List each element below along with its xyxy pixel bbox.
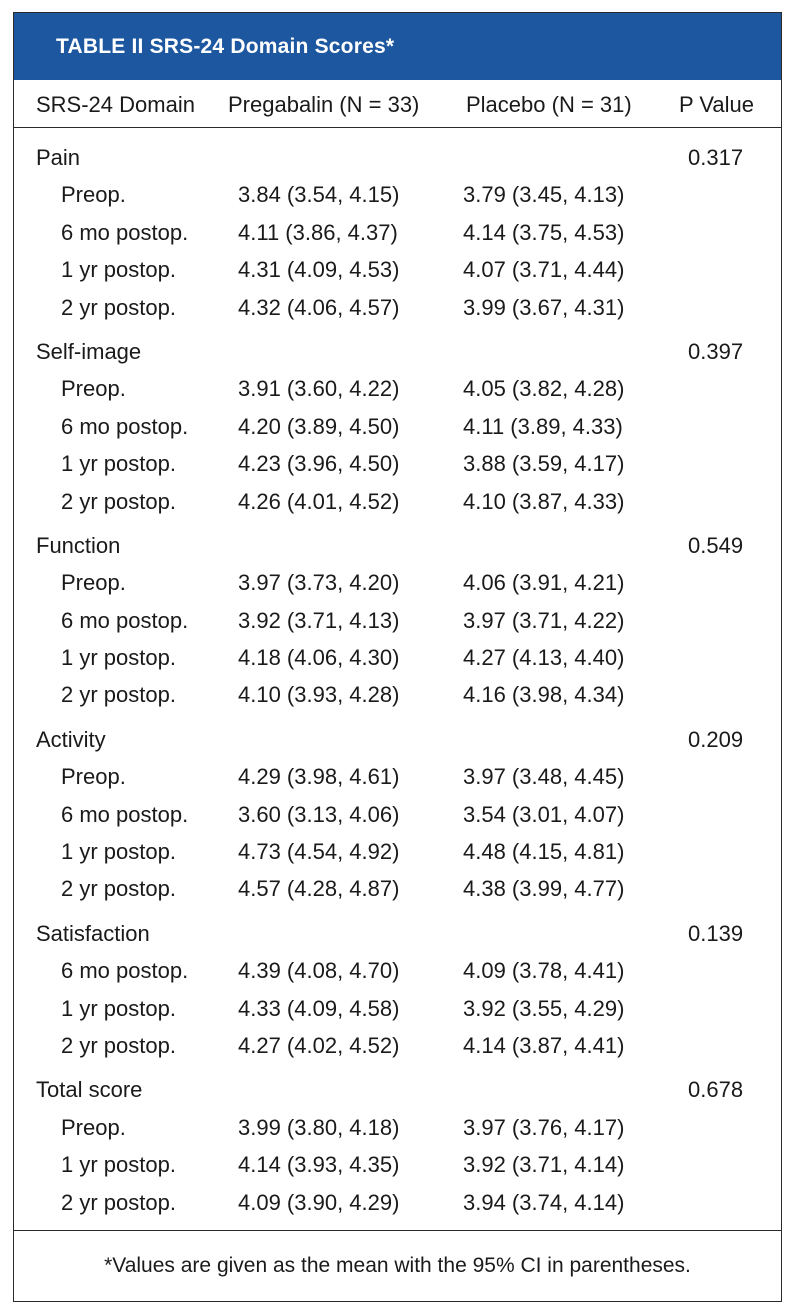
pregabalin-value: 4.09 (3.90, 4.29) — [238, 1189, 400, 1215]
placebo-value: 3.97 (3.76, 4.17) — [463, 1114, 625, 1140]
domain-label: Pain — [36, 145, 81, 170]
pregabalin-value: 4.14 (3.93, 4.35) — [238, 1152, 400, 1178]
domain-row — [14, 722, 781, 759]
domain-label: Total score — [36, 1077, 143, 1103]
table-row — [14, 834, 781, 871]
data-table — [13, 12, 782, 1302]
domain-label: Satisfaction — [36, 920, 150, 946]
placebo-value: 4.14 (3.75, 4.53) — [463, 219, 625, 245]
table-row — [14, 1110, 781, 1147]
time-label: Preop. — [61, 764, 126, 790]
table-row — [14, 953, 781, 990]
domain-row — [14, 916, 781, 953]
placebo-value: 3.92 (3.71, 4.14) — [463, 1152, 625, 1178]
p-value: 0.139 — [688, 920, 744, 946]
time-label: Preop. — [61, 182, 126, 208]
table-row — [14, 565, 781, 602]
time-label: Preop. — [61, 570, 126, 596]
placebo-value: 4.14 (3.87, 4.41) — [463, 1032, 625, 1058]
table-footnote: *Values are given as the mean with the 95% CI in parentheses. — [14, 1230, 781, 1301]
table-row — [14, 1185, 781, 1222]
time-label: 6 mo postop. — [61, 413, 189, 439]
pregabalin-value: 4.26 (4.01, 4.52) — [238, 488, 400, 514]
header-domain: SRS-24 Domain — [36, 92, 195, 117]
placebo-value: 3.92 (3.55, 4.29) — [463, 995, 625, 1021]
header-pregabalin: Pregabalin (N = 33) — [228, 92, 420, 117]
table-row — [14, 640, 781, 677]
table-row — [14, 603, 781, 640]
placebo-value: 4.48 (4.15, 4.81) — [463, 839, 625, 865]
table-row — [14, 759, 781, 796]
domain-label: Function — [36, 532, 121, 558]
placebo-value: 4.07 (3.71, 4.44) — [463, 257, 625, 283]
section-satisfaction — [14, 916, 781, 1066]
pregabalin-value: 4.11 (3.86, 4.37) — [238, 219, 398, 245]
pregabalin-value: 4.20 (3.89, 4.50) — [238, 413, 400, 439]
placebo-value: 3.97 (3.48, 4.45) — [463, 764, 625, 790]
pregabalin-value: 4.39 (4.08, 4.70) — [238, 958, 400, 984]
placebo-value: 4.38 (3.99, 4.77) — [463, 876, 625, 902]
pregabalin-value: 4.31 (4.09, 4.53) — [238, 257, 400, 283]
domain-row — [14, 334, 781, 371]
placebo-value: 3.54 (3.01, 4.07) — [463, 801, 625, 827]
p-value: 0.317 — [688, 145, 744, 170]
time-label: 2 yr postop. — [61, 1189, 176, 1215]
pregabalin-value: 3.99 (3.80, 4.18) — [238, 1114, 400, 1140]
pregabalin-value: 4.18 (4.06, 4.30) — [238, 645, 400, 671]
header-placebo: Placebo (N = 31) — [466, 92, 632, 117]
table-body — [14, 128, 781, 1222]
time-label: 2 yr postop. — [61, 682, 176, 708]
table-row — [14, 290, 781, 327]
section-activity — [14, 722, 781, 909]
pregabalin-value: 4.32 (4.06, 4.57) — [238, 294, 400, 320]
table-row — [14, 797, 781, 834]
table-row — [14, 409, 781, 446]
pregabalin-value: 4.57 (4.28, 4.87) — [238, 876, 400, 902]
section-pain — [14, 140, 781, 327]
time-label: 2 yr postop. — [61, 294, 176, 320]
time-label: 1 yr postop. — [61, 257, 176, 283]
pregabalin-value: 4.73 (4.54, 4.92) — [238, 839, 400, 865]
domain-row — [14, 528, 781, 565]
placebo-value: 3.88 (3.59, 4.17) — [463, 451, 625, 477]
time-label: 1 yr postop. — [61, 995, 176, 1021]
pregabalin-value: 3.97 (3.73, 4.20) — [238, 570, 400, 596]
domain-row — [14, 140, 781, 177]
table-row — [14, 677, 781, 714]
time-label: 1 yr postop. — [61, 1152, 176, 1178]
header-p-value: P Value — [679, 92, 755, 117]
time-label: 6 mo postop. — [61, 607, 189, 633]
table-title: TABLE II SRS-24 Domain Scores* — [14, 13, 781, 80]
placebo-value: 3.97 (3.71, 4.22) — [463, 607, 625, 633]
placebo-value: 4.16 (3.98, 4.34) — [463, 682, 625, 708]
p-value: 0.549 — [688, 532, 744, 558]
time-label: 2 yr postop. — [61, 488, 176, 514]
placebo-value: 3.94 (3.74, 4.14) — [463, 1189, 625, 1215]
time-label: Preop. — [61, 1114, 126, 1140]
time-label: 6 mo postop. — [61, 801, 189, 827]
pregabalin-value: 3.91 (3.60, 4.22) — [238, 376, 400, 402]
table-header-row — [14, 80, 781, 128]
time-label: 1 yr postop. — [61, 645, 176, 671]
domain-label: Activity — [36, 726, 106, 752]
table-row — [14, 177, 781, 214]
placebo-value: 4.11 (3.89, 4.33) — [463, 413, 623, 439]
pregabalin-value: 4.33 (4.09, 4.58) — [238, 995, 400, 1021]
table-row — [14, 1028, 781, 1065]
placebo-value: 4.10 (3.87, 4.33) — [463, 488, 625, 514]
section-self-image — [14, 334, 781, 521]
time-label: 6 mo postop. — [61, 219, 189, 245]
table-row — [14, 1147, 781, 1184]
section-total-score — [14, 1072, 781, 1222]
pregabalin-value: 3.84 (3.54, 4.15) — [238, 182, 400, 208]
placebo-value: 4.05 (3.82, 4.28) — [463, 376, 625, 402]
time-label: 1 yr postop. — [61, 839, 176, 865]
placebo-value: 4.27 (4.13, 4.40) — [463, 645, 625, 671]
placebo-value: 4.09 (3.78, 4.41) — [463, 958, 625, 984]
time-label: 1 yr postop. — [61, 451, 176, 477]
pregabalin-value: 4.10 (3.93, 4.28) — [238, 682, 400, 708]
table-row — [14, 252, 781, 289]
p-value: 0.209 — [688, 726, 744, 752]
placebo-value: 3.79 (3.45, 4.13) — [463, 182, 625, 208]
time-label: 2 yr postop. — [61, 1032, 176, 1058]
table-row — [14, 446, 781, 483]
time-label: 2 yr postop. — [61, 876, 176, 902]
pregabalin-value: 4.29 (3.98, 4.61) — [238, 764, 400, 790]
pregabalin-value: 4.27 (4.02, 4.52) — [238, 1032, 400, 1058]
domain-row — [14, 1072, 781, 1109]
pregabalin-value: 3.92 (3.71, 4.13) — [238, 607, 400, 633]
section-function — [14, 528, 781, 715]
p-value: 0.678 — [688, 1077, 744, 1103]
p-value: 0.397 — [688, 338, 744, 364]
table-row — [14, 371, 781, 408]
table-row — [14, 215, 781, 252]
table-row — [14, 484, 781, 521]
domain-label: Self-image — [36, 338, 142, 364]
table-row — [14, 991, 781, 1028]
placebo-value: 3.99 (3.67, 4.31) — [463, 294, 625, 320]
table-row — [14, 871, 781, 908]
pregabalin-value: 3.60 (3.13, 4.06) — [238, 801, 400, 827]
placebo-value: 4.06 (3.91, 4.21) — [463, 570, 625, 596]
pregabalin-value: 4.23 (3.96, 4.50) — [238, 451, 400, 477]
time-label: Preop. — [61, 376, 126, 402]
time-label: 6 mo postop. — [61, 958, 189, 984]
